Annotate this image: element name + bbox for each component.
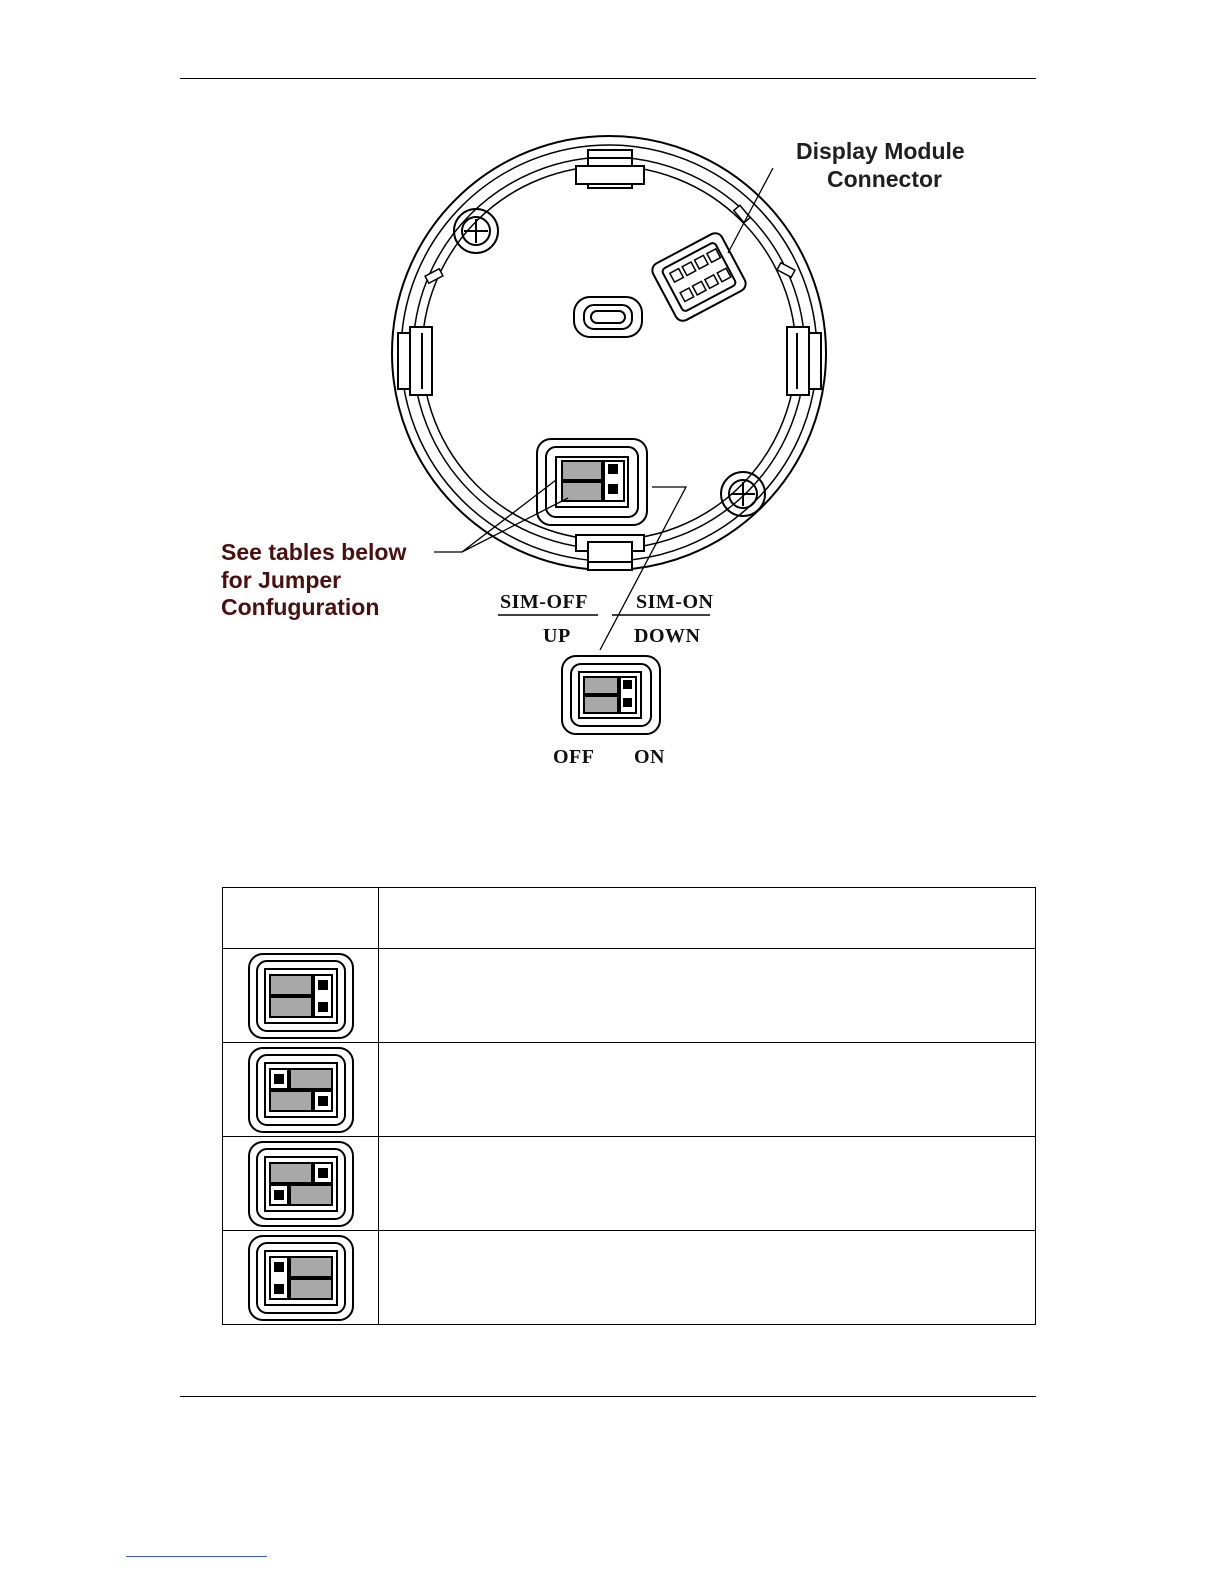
right-tab [787,327,821,395]
jumper-description-cell [379,1231,1036,1325]
jumper-pattern-cell [223,1231,379,1325]
table-row [223,1137,1036,1231]
display-module-label: Display Module Connector [796,138,965,192]
jumper-pattern-cell [223,1137,379,1231]
table-header-cell [379,888,1036,949]
jumper-pattern-cell [223,949,379,1043]
jumper-description-cell [379,949,1036,1043]
jumper-right-pins-icon [246,951,356,1041]
left-tab [398,327,432,395]
display-module-connector [650,230,749,323]
screw-bottom-right [721,472,765,516]
off-label: OFF [553,746,595,768]
jumper-left-pins-icon [246,1233,356,1323]
jumper-description-cell [379,1043,1036,1137]
table-header-row [223,888,1036,949]
footer-link-underline[interactable] [126,1556,267,1557]
table-row [223,1231,1036,1325]
jumper-top-left-bottom-right-icon [246,1045,356,1135]
table-row [223,1043,1036,1137]
housing-outer-ring [392,136,826,570]
screw-top-left [454,209,498,253]
table-row [223,949,1036,1043]
on-label: ON [634,746,665,768]
jumper-pattern-cell [223,1043,379,1137]
table-header-cell [223,888,379,949]
switch-detail-block [562,656,660,734]
sim-off-label: SIM-OFF [500,591,588,613]
top-tab [576,150,644,188]
center-port [574,297,642,337]
sim-on-label: SIM-ON [636,591,714,613]
jumper-description-cell [379,1137,1036,1231]
up-label: UP [543,625,571,647]
jumper-config-table [222,887,1036,1325]
bottom-tab [576,535,644,570]
jumper-top-right-bottom-left-icon [246,1139,356,1229]
see-tables-label: See tables below for Jumper Confuguration [221,539,407,621]
down-label: DOWN [634,625,701,647]
footer-rule [180,1396,1036,1397]
